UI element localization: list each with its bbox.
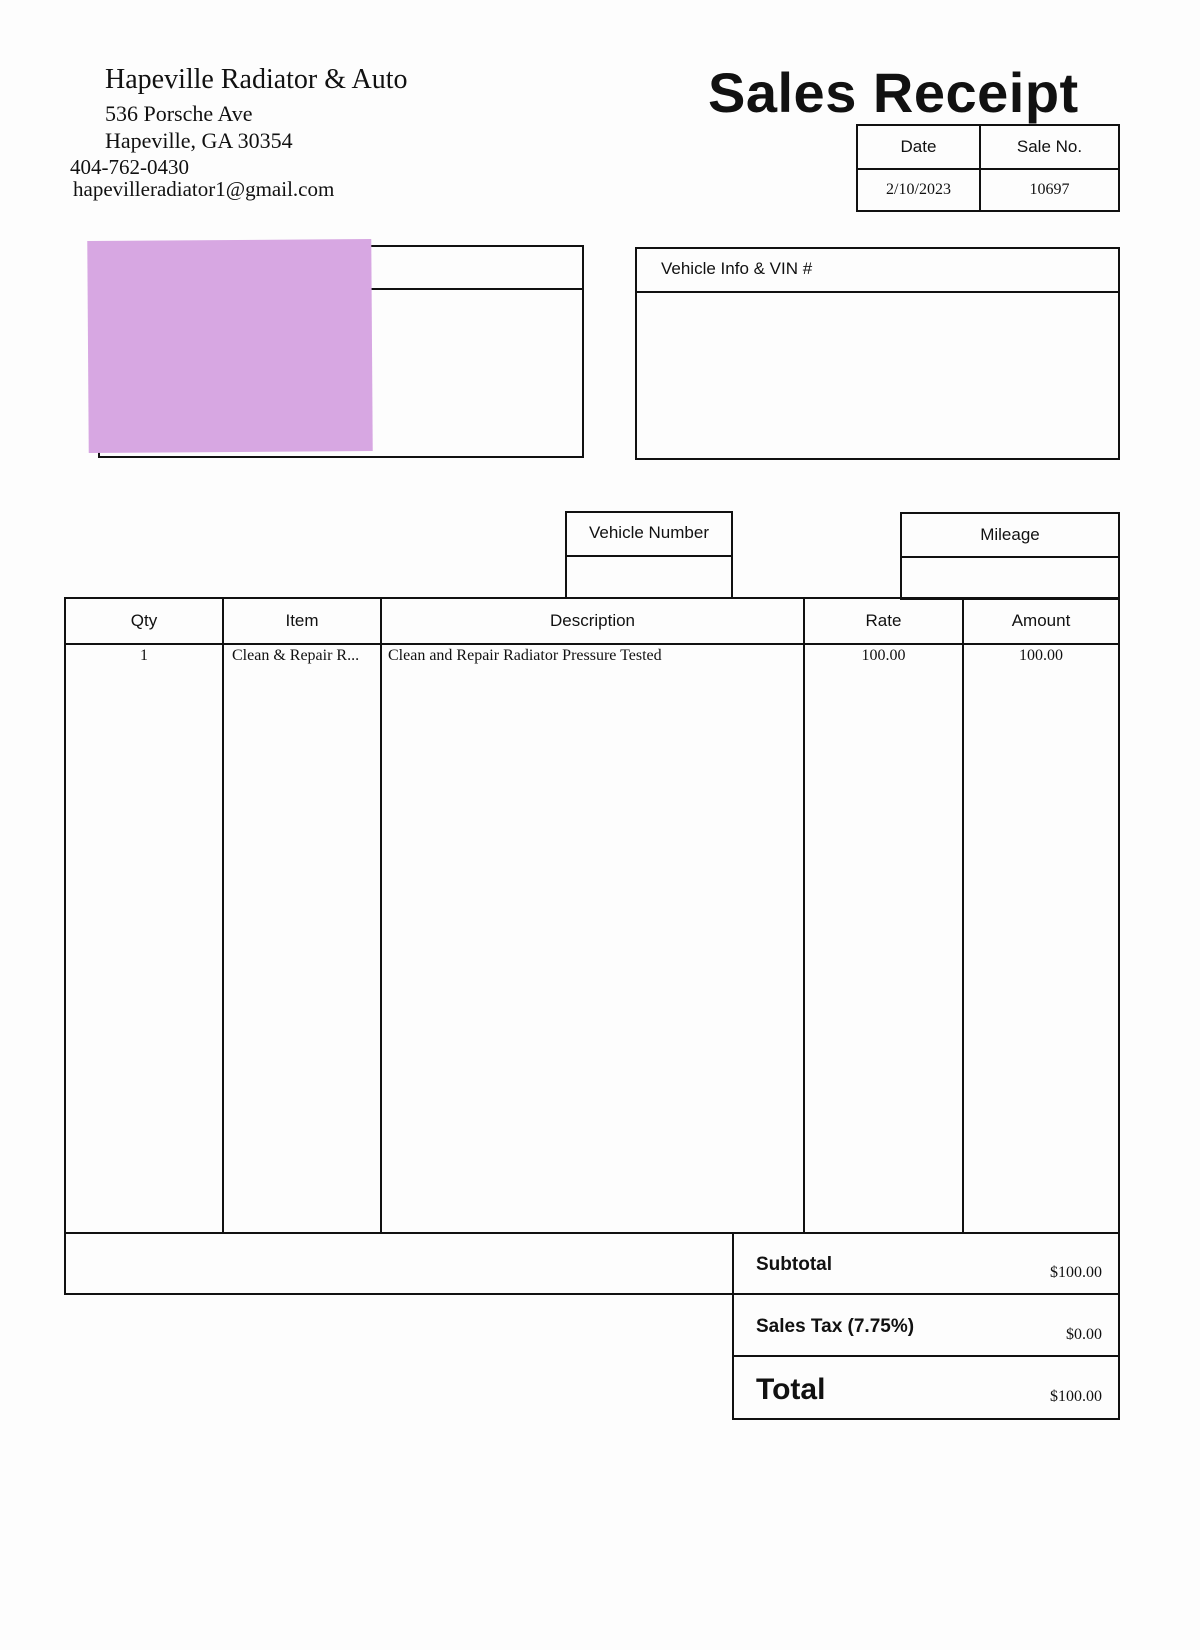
total-label: Total [756, 1373, 826, 1406]
row-amount: 100.00 [1019, 647, 1063, 664]
date-value: 2/10/2023 [886, 181, 951, 198]
date-label: Date [900, 137, 937, 156]
subtotal-label: Subtotal [756, 1254, 832, 1275]
company-email: hapevilleradiator1@gmail.com [73, 177, 335, 201]
sale-no-label: Sale No. [1016, 137, 1083, 156]
row-qty: 1 [140, 647, 148, 664]
vehicle-number-box [565, 511, 733, 599]
company-name: Hapeville Radiator & Auto [105, 64, 408, 95]
col-header-description: Description [549, 611, 636, 630]
sales-tax-value: $0.00 [1066, 1326, 1102, 1343]
sales-tax-label: Sales Tax (7.75%) [756, 1316, 915, 1337]
document-title: Sales Receipt [708, 61, 1079, 124]
company-street: 536 Porsche Ave [105, 101, 253, 126]
line-items-table [64, 597, 1120, 1234]
totals-box [732, 1232, 1120, 1420]
row-rate: 100.00 [861, 647, 906, 664]
row-item: Clean & Repair R... [232, 647, 360, 664]
redaction-sticker [87, 239, 372, 453]
mileage-box [900, 512, 1120, 600]
row-description: Clean and Repair Radiator Pressure Tested [388, 647, 662, 664]
company-phone: 404-762-0430 [70, 155, 189, 179]
header-table [856, 124, 1120, 212]
col-header-amount: Amount [1011, 611, 1071, 630]
company-city: Hapeville, GA 30354 [105, 128, 293, 153]
col-header-rate: Rate [865, 611, 902, 630]
col-header-item: Item [285, 611, 319, 630]
total-value: $100.00 [1050, 1388, 1102, 1405]
vehicle-info-box [635, 247, 1120, 460]
mileage-label: Mileage [980, 525, 1040, 544]
vehicle-number-label: Vehicle Number [588, 523, 709, 542]
sale-no-value: 10697 [1029, 181, 1070, 198]
notes-strip [64, 1232, 734, 1295]
subtotal-value: $100.00 [1050, 1264, 1102, 1281]
col-header-qty: Qty [130, 611, 158, 630]
vehicle-info-label: Vehicle Info & VIN # [661, 259, 813, 278]
